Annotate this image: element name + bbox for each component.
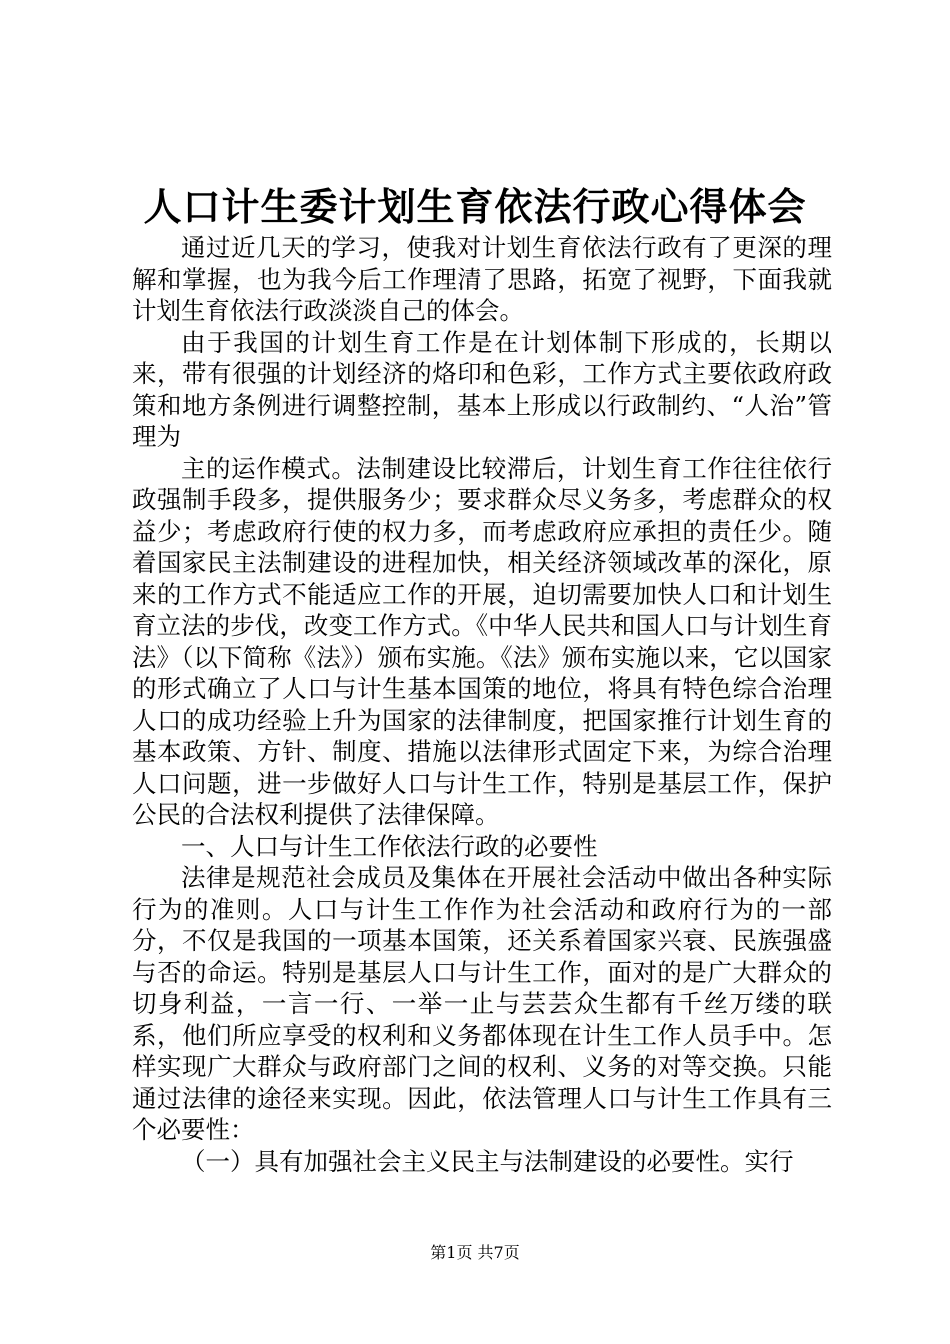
subsection-heading-one: （一）具有加强社会主义民主与法制建设的必要性。实行 [181,1146,794,1176]
paragraph-law-definition: 法律是规范社会成员及集体在开展社会活动中做出各种实际行为的准则。人口与计生工作作为社会活动和政府行为的一部分，不仅是我国的一项基本国策，还关系着国家兴衰、民族强盛与否的命运。特别是基层人口与计生工作，面对的是广大群众的切身利益，一言一行、一举一止与芸芸众生都有千丝万缕的联系，他们所应享受的权利和义务都体现在计生工作人员手中。怎样实现广大群众与政府部门之间的权利、义务的对等交换。只能通过法律的途径来实现。因此，依法管理人口与计生工作具有三个必要性： [132,863,832,1144]
paragraph-legal-development: 主的运作模式。法制建设比较滞后，计划生育工作往往依行政强制手段多，提供服务少；要求群众尽义务多，考虑群众的权益少；考虑政府行使的权力多，而考虑政府应承担的责任少。随着国家民主法制建设的进程加快，相关经济领域改革的深化，原来的工作方式不能适应工作的开展，迫切需要加快人口和计划生育立法的步伐，改变工作方式。《中华人民共和国人口与计划生育法》（以下简称《法》）颁布实施。《法》颁布实施以来，它以国家的形式确立了人口与计生基本国策的地位，将具有特色综合治理人口的成功经验上升为国家的法律制度，把国家推行计划生育的基本政策、方针、制度、措施以法律形式固定下来，为综合治理人口问题，进一步做好人口与计生工作，特别是基层工作，保护公民的合法权利提供了法律保障。 [132,453,832,829]
page-number-footer: 第1页 共7页 [430,1243,520,1262]
paragraph-intro: 通过近几天的学习，使我对计划生育依法行政有了更深的理解和掌握，也为我今后工作理清了思路，拓宽了视野，下面我就计划生育依法行政淡淡自己的体会。 [132,233,832,325]
document-title: 人口计生委计划生育依法行政心得体会 [143,184,807,229]
paragraph-background: 由于我国的计划生育工作是在计划体制下形成的，长期以来，带有很强的计划经济的烙印和色彩，工作方式主要依政府政策和地方条例进行调整控制，基本上形成以行政制约、“人治”管理为 [132,327,832,451]
document-body [132,232,832,1177]
section-heading-necessity: 一、人口与计生工作依法行政的必要性 [181,831,598,861]
